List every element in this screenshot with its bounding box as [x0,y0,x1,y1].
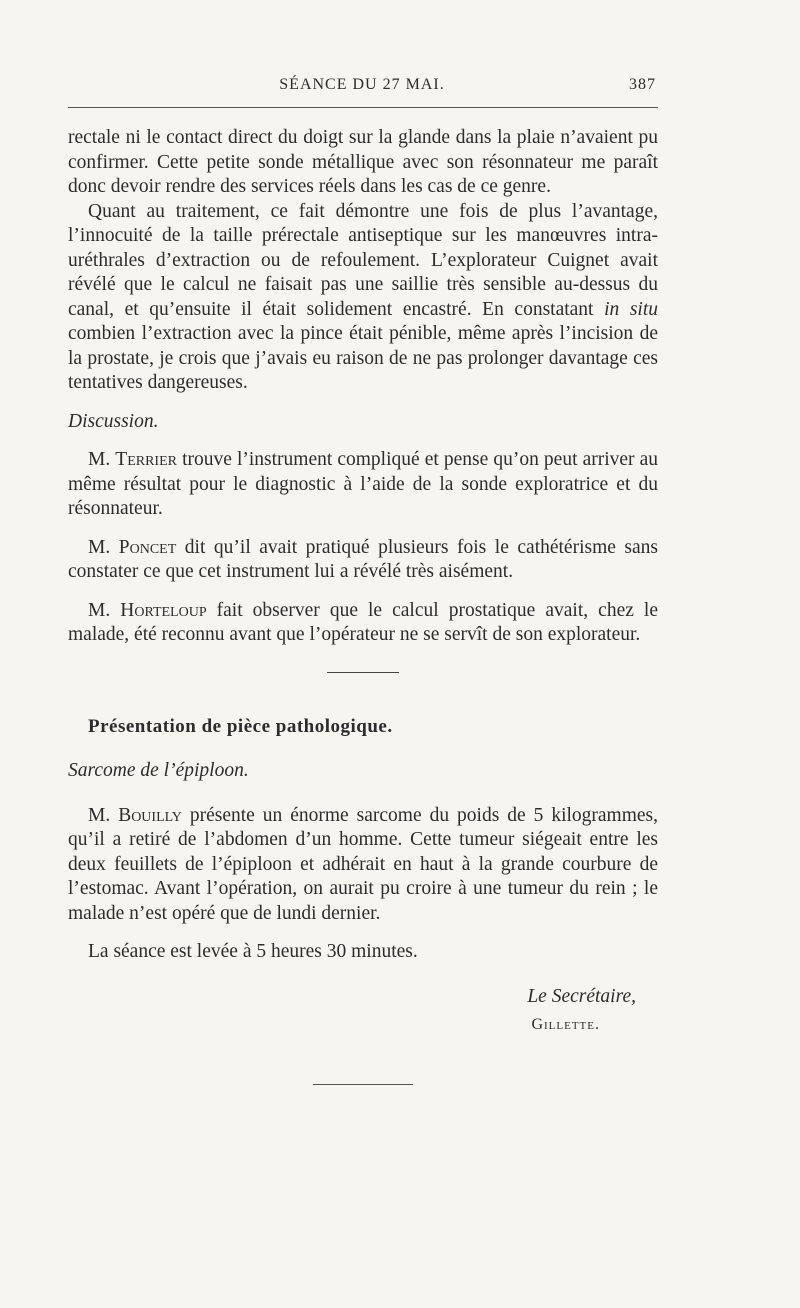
signature-block [68,985,658,1038]
horteloup-prefix: M. [88,599,111,621]
bouilly-prefix: M. [88,804,111,826]
poncet-prefix: M. [88,536,111,558]
header-rule [68,107,658,108]
latin-phrase: in situ [604,298,658,320]
bouilly-name: Bouilly [118,804,182,826]
horteloup-text: fait observer que le calcul prostatique avait, chez le malade, été reconnu avant que l’opérateur ne se servît de son explorateur. [68,599,658,645]
horteloup-name: Horteloup [120,599,207,621]
end-rule [313,1084,413,1085]
terrier-remark [68,448,658,522]
paragraph-treatment-part2: combien l’extraction avec la pince était pénible, même après l’incision de la prostate, je crois que j’avais eu raison de ne pas prolonger davantage ces tentatives dangereuses. [68,323,658,393]
discussion-heading: Discussion. [68,410,159,432]
terrier-name: Terrier [115,449,177,470]
page-body [68,126,658,1085]
terrier-prefix: M. [88,449,111,470]
poncet-remark [68,536,658,585]
signature-name: Gillette. [531,1016,600,1033]
terrier-text: trouve l’instrument compliqué et pense qu’on peut arriver au même résultat pour le diagnostic à l’aide de la sonde exploratrice et du résonnateur. [68,449,659,519]
closing-statement: La séance est levée à 5 heures 30 minutes. [88,941,418,962]
poncet-text: dit qu’il avait pratiqué plusieurs fois le cathétérisme sans constater ce que cet instrument lui a révélé très aisément. [68,536,659,582]
running-head-title: SÉANCE DU 27 MAI. [279,76,445,93]
bouilly-remark [68,804,658,927]
presentation-subheading: Sarcome de l’épiploon. [68,760,249,781]
horteloup-remark [68,599,658,648]
paragraph-treatment [68,200,658,396]
signature-role: Le Secrétaire, [527,985,636,1007]
presentation-heading: Présentation de pièce pathologique. [88,715,393,737]
paragraph-treatment-part1: Quant au traitement, ce fait démontre une fois de plus l’avantage, l’innocuité de la taille prérectale antiseptique sur les manœuvres intra-uréthrales d’extraction ou de refoulement. L’explorateur Cuignet avait révélé que le calcul ne faisait pas une saillie très sensible au-dessus du canal, et qu’ensuite il était solidement encastré. En constatant [68,200,658,320]
paragraph-continuation: rectale ni le contact direct du doigt sur la glande dans la plaie n’avaient pu confirmer. Cette petite sonde métallique avec son résonnateur me paraît donc devoir rendre des services réels dans les cas de ce genre. [68,127,658,197]
page-number: 387 [629,76,656,93]
running-head [68,76,656,98]
bouilly-text: présente un énorme sarcome du poids de 5 kilogrammes, qu’il a retiré de l’abdomen d’un homme. Cette tumeur siégeait entre les deux feuillets de l’épiploon et adhérait en haut à la grande courbure de l’estomac. Avant l’opération, on aurait pu croire à une tumeur du rein ; le malade n’est opéré que de lundi dernier. [68,804,659,924]
poncet-name: Poncet [118,536,177,558]
